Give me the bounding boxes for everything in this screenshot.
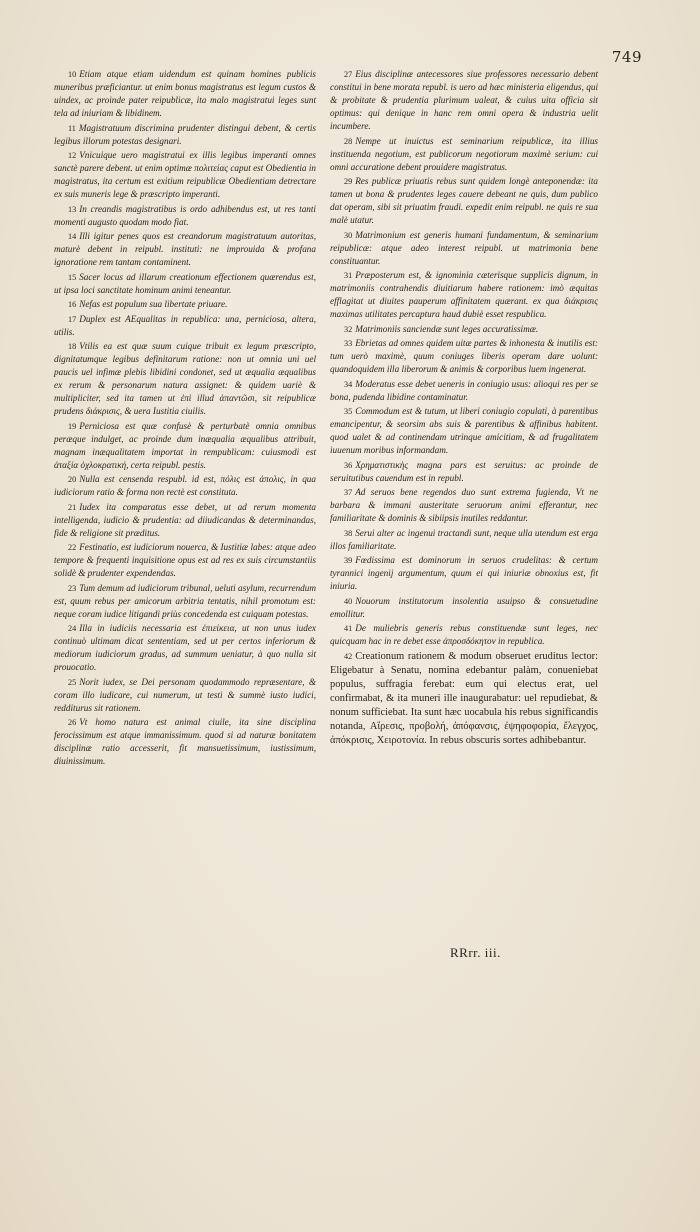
- paragraph: [54, 340, 316, 418]
- paragraph: [330, 595, 598, 621]
- signature-mark: RRrr. iii.: [450, 945, 501, 960]
- paragraph: [54, 501, 316, 540]
- paragraph-text: Tum demum ad iudiciorum tribunal, ueluti asylum, recurrendum est, quum rebus per amicorum arbitria tentatis, nihil promotum est: neque coram iudice litigandi priùs concedenda est cuiquam potestas.: [54, 582, 316, 619]
- paragraph-number: 11: [68, 123, 76, 133]
- paragraph-text: Matrimonium est generis humani fundamentum, & seminarium reipublicæ: atque adeo interest reipubl. ut matrimonia bene constituantur.: [330, 229, 598, 266]
- paragraph: [54, 68, 316, 120]
- paragraph-text: Nulla est censenda respubl. id est, πόλις est ἀπολις, in qua iudiciorum ratio & forma non rectè est constituta.: [54, 474, 316, 497]
- paragraph-text: Etiam atque etiam uidendum est quinam homines publicis muneribus præficiantur. ut enim bonus magistratus est legum custos & uindex, ac proinde pater reipublicæ, ita malo magistratui leges sunt tela ad iniuriam & libidinem.: [54, 69, 316, 118]
- paragraph-number: 36: [344, 460, 353, 470]
- paragraph: [54, 313, 316, 339]
- paragraph-number: 29: [344, 177, 353, 186]
- paragraph: [330, 68, 598, 133]
- paragraph-text: Vnicuique uero magistratui ex illis legibus imperanti omnes sanctè parere debent. ut enim optimæ πολιτείας caput est Obedientia in magistratus, ita certum est exitium reipublicæ Obedientiam detrectare ex suis muneris lege & præscripto imperanti.: [54, 150, 316, 199]
- paragraph-text: Festinatio, est iudiciorum nouerca, & Iustitiæ labes: atque adeo tempore & frequenti inquisitione opus est ad res ex suis circumstantiis solidè & prudenter expendendas.: [54, 542, 316, 578]
- paragraph-number: 14: [68, 232, 77, 241]
- paragraph: [54, 271, 316, 297]
- right-column: [330, 68, 598, 749]
- paragraph: [54, 676, 316, 715]
- paragraph-text: Sacer locus ad illarum creationum effectionem quærendus est, ut ipsa loci sanctitate hominum animi teneantur.: [54, 271, 316, 295]
- paragraph: [330, 323, 598, 336]
- paragraph-text: Ad seruos bene regendos duo sunt extrema fugienda, Vt ne barbara & immani austeritate seruorum animi efferantur, nec familiaritate & dominis & sibiipsis inutiles reddantur.: [330, 487, 598, 523]
- paragraph-text: Perniciosa est quæ confusè & perturbatè omnia omnibus peræque indulget, ac proinde dum inæqualia æqualibus attribuit, magnam inæqualitatem importat in rempublicam: cuiusmodi est ἀταξία ὀχλοκρατική, certa reipubl. pestis.: [54, 420, 316, 470]
- paragraph-text: Nouorum institutorum insolentia usuipso & consuetudine emollitur.: [330, 595, 598, 619]
- paragraph-text: Magistratuum discrimina prudenter distingui debent, & certis legibus illorum potestas designari.: [54, 122, 316, 146]
- paragraph: [54, 541, 316, 580]
- paragraph-text: In creandis magistratibus is ordo adhibendus est, ut res tanti momenti augusto quodam modo fiat.: [54, 203, 316, 227]
- paragraph: [330, 269, 598, 321]
- paragraph: [330, 650, 598, 748]
- paragraph-number: 28: [344, 136, 353, 146]
- paragraph-number: 10: [68, 70, 77, 79]
- paragraph-text: Moderatus esse debet ueneris in coniugio usus: alioqui res per se bona, pudenda libidine contaminatur.: [330, 378, 598, 402]
- paragraph-text: Χρηματιστικὴς magna pars est seruitus: ac proinde de seruitutibus cauendum est in republ.: [330, 459, 598, 483]
- paragraph: [330, 486, 598, 525]
- paragraph-text: Eius disciplinæ antecessores siue professores necessario debent constitui in bene morata republ. is uero ad hæc ministeria eligendus, qui & probitate & prudentia plurimum ualeat, & cuius uita officia sit optimus: qui denique in hanc rem omni opera & industria uelit incumbere.: [330, 69, 598, 131]
- paragraph-number: 41: [344, 624, 353, 633]
- paragraph: [54, 203, 316, 229]
- paragraph-number: 32: [344, 324, 353, 334]
- paragraph-text: Fœdissima est dominorum in seruos crudelitas: & certum tyrannici ingenij argumentum, quum ei qui iniuriæ obnoxius est, fit iniuria.: [330, 555, 598, 591]
- paragraph-number: 19: [68, 421, 77, 431]
- paragraph-number: 16: [68, 300, 77, 309]
- paragraph-number: 30: [344, 230, 353, 240]
- paragraph-text: Vtilis ea est quæ suum cuique tribuit ex legum præscripto, dignitatumque legibus definitarum ratione: non ut omnia uni uel paucis uel infimæ plebis libidini condonet, sed ut æqualia æqualibus ex rerum & personarum natura assignet: & quidem uariè & multipliciter, sed ita tamen ut ἐπὶ illud ἀπαντῶσι, sit reipublicæ prudens διάκρισις, & uera Iustitia ciuilis.: [54, 341, 316, 416]
- paragraph: [54, 230, 316, 269]
- paragraph: [54, 716, 316, 768]
- paragraph-number: 15: [68, 272, 77, 282]
- paragraph: [330, 405, 598, 457]
- paragraph-number: 20: [68, 475, 77, 484]
- paragraph: [54, 420, 316, 472]
- paragraph-text: Ebrietas ad omnes quidem uitæ partes & inhonesta & inutilis est: tum uerò maximè, quum coniuges liberis operam dare uolunt: quandoquidem illa liberorum & animis & corporibus luem ingenerat.: [330, 338, 598, 374]
- paragraph-number: 37: [344, 488, 353, 497]
- paragraph-text: Commodum est & tutum, ut liberi coniugio copulati, à parentibus emancipentur, & seorsim abs suis & parentibus & affinibus habitent. quod ualet & ad continendam utrinque amicitiam, & ad frugalitatem iuuenum moribus informandam.: [330, 406, 598, 455]
- paragraph: [330, 175, 598, 227]
- paragraph-number: 23: [68, 583, 77, 593]
- paragraph-text: Vt homo natura est animal ciuile, ita sine disciplina ferocissimum est atque immanissimum. quod si ad naturæ bonitatem disciplinæ ratio accesserit, fit mansuetissimum, iustissimum, diuinissimum.: [54, 717, 316, 766]
- paragraph-number: 17: [68, 314, 77, 324]
- paragraph-text: Res publicæ priuatis rebus sunt quidem longè anteponendæ: ita tamen ut bona & prudentes leges cauere debeant ne quis, dum publico dat operam, sibi sit priuatim fraudi. expedit enim reipubl. ne quis re sua malè utatur.: [330, 176, 598, 225]
- left-column: [54, 68, 316, 770]
- paragraph-number: 39: [344, 556, 353, 565]
- paragraph-text: Illi igitur penes quos est creandorum magistratuum autoritas, maturè debent in reipubl. instituti: ne improuida & profana ignoratione rem tantam contaminent.: [54, 231, 316, 267]
- paragraph-number: 22: [68, 543, 77, 552]
- paragraph-number: 42: [344, 651, 353, 661]
- paragraph-text: De muliebris generis rebus constituendæ sunt leges, nec quicquam hac in re debet esse ἀπροσδόκητον in republica.: [330, 623, 598, 646]
- paragraph-number: 13: [68, 204, 77, 214]
- paragraph-number: 18: [68, 342, 77, 351]
- paragraph: [54, 149, 316, 201]
- paragraph: [54, 473, 316, 499]
- paragraph-text: Matrimoniis sanciendæ sunt leges accuratissimæ.: [355, 323, 539, 334]
- paragraph-number: 25: [68, 677, 77, 687]
- paragraph-number: 21: [68, 502, 77, 512]
- paragraph-number: 33: [344, 339, 353, 348]
- page-number: 749: [611, 48, 642, 66]
- paragraph-text: Duplex est AEqualitas in republica: una, perniciosa, altera, utilis.: [54, 313, 316, 337]
- paragraph-number: 26: [68, 718, 77, 727]
- paragraph: [330, 459, 598, 485]
- paragraph: [330, 229, 598, 268]
- paragraph-number: 27: [344, 70, 353, 79]
- paragraph-number: 34: [344, 379, 353, 389]
- paragraph-text: Serui alter ac ingenui tractandi sunt, neque ulla utendum est erga illos familiaritate.: [330, 527, 598, 551]
- paragraph-text: Iudex ita comparatus esse debet, ut ad rerum momenta intelligenda, iudicio & prudentia: ad diiudicandas & determinandas, fide & religione sit præditus.: [54, 501, 316, 538]
- paragraph: [54, 298, 316, 311]
- paragraph: [330, 554, 598, 593]
- paragraph: [330, 527, 598, 553]
- paragraph-number: 38: [344, 528, 353, 538]
- paragraph-text: Creationum rationem & modum obseruet eruditus lector: Eligebatur à Senatu, nomina edebantur palàm, conueniebat populus, suffragia ferebat: eum qui electus erat, uel confirmabat, & ita muneri ille inaugurabatur: uel repudiebat, & nonum sufficiebat. Ita sunt hæc uocabula his rebus significandis notanda, Αἵρεσις, προβολή, ἀπόφανσις, ἐψηφοφορία, ἔλεγχος, ἀπόκρισις, Χειροτονία. In rebus obscuris sortes adhibebantur.: [330, 650, 598, 746]
- paragraph: [54, 582, 316, 621]
- paragraph: [330, 135, 598, 174]
- paragraph-text: Nefas est populum sua libertate priuare.: [79, 299, 228, 309]
- paragraph-text: Præposterum est, & ignominia cæterisque supplicis dignum, in matrimoniis contrahendis diuitiarum habere rationem: imò æquitas efflagitat ut diuites pauperum affinitatem quærant. ex qua διάκρισις maximas utilitates percaptura haud dubiè esset respublica.: [330, 270, 598, 319]
- paragraph: [54, 122, 316, 148]
- paragraph-number: 31: [344, 271, 353, 280]
- paragraph: [54, 622, 316, 674]
- paragraph: [330, 337, 598, 376]
- paragraph-number: 35: [344, 407, 353, 416]
- paragraph: [330, 378, 598, 404]
- paragraph-text: Illa in iudiciis necessaria est ἐπιείκεια, ut non unus iudex continuò ultimam dicat sententiam, sed ut per certos inferiorum & mediorum iudiciorum gradus, ad summum ueniatur, à quo nulla sit prouocatio.: [54, 623, 316, 672]
- paragraph-number: 12: [68, 151, 77, 160]
- paragraph-number: 24: [68, 624, 77, 633]
- paragraph-text: Nempe ut inuictus est seminarium reipublicæ, ita illius instituenda negotium, est publicorum negotiorum maximè serium: cui omni accuratione debent prouidere magistratus.: [330, 135, 598, 172]
- paragraph: [330, 622, 598, 648]
- paragraph-text: Norit iudex, se Dei personam quodammodo repræsentare, & coram illo iudicare, cui numerum, ut testi & summè iusto iudici, redditurus sit rationem.: [54, 676, 316, 713]
- paragraph-number: 40: [344, 596, 353, 606]
